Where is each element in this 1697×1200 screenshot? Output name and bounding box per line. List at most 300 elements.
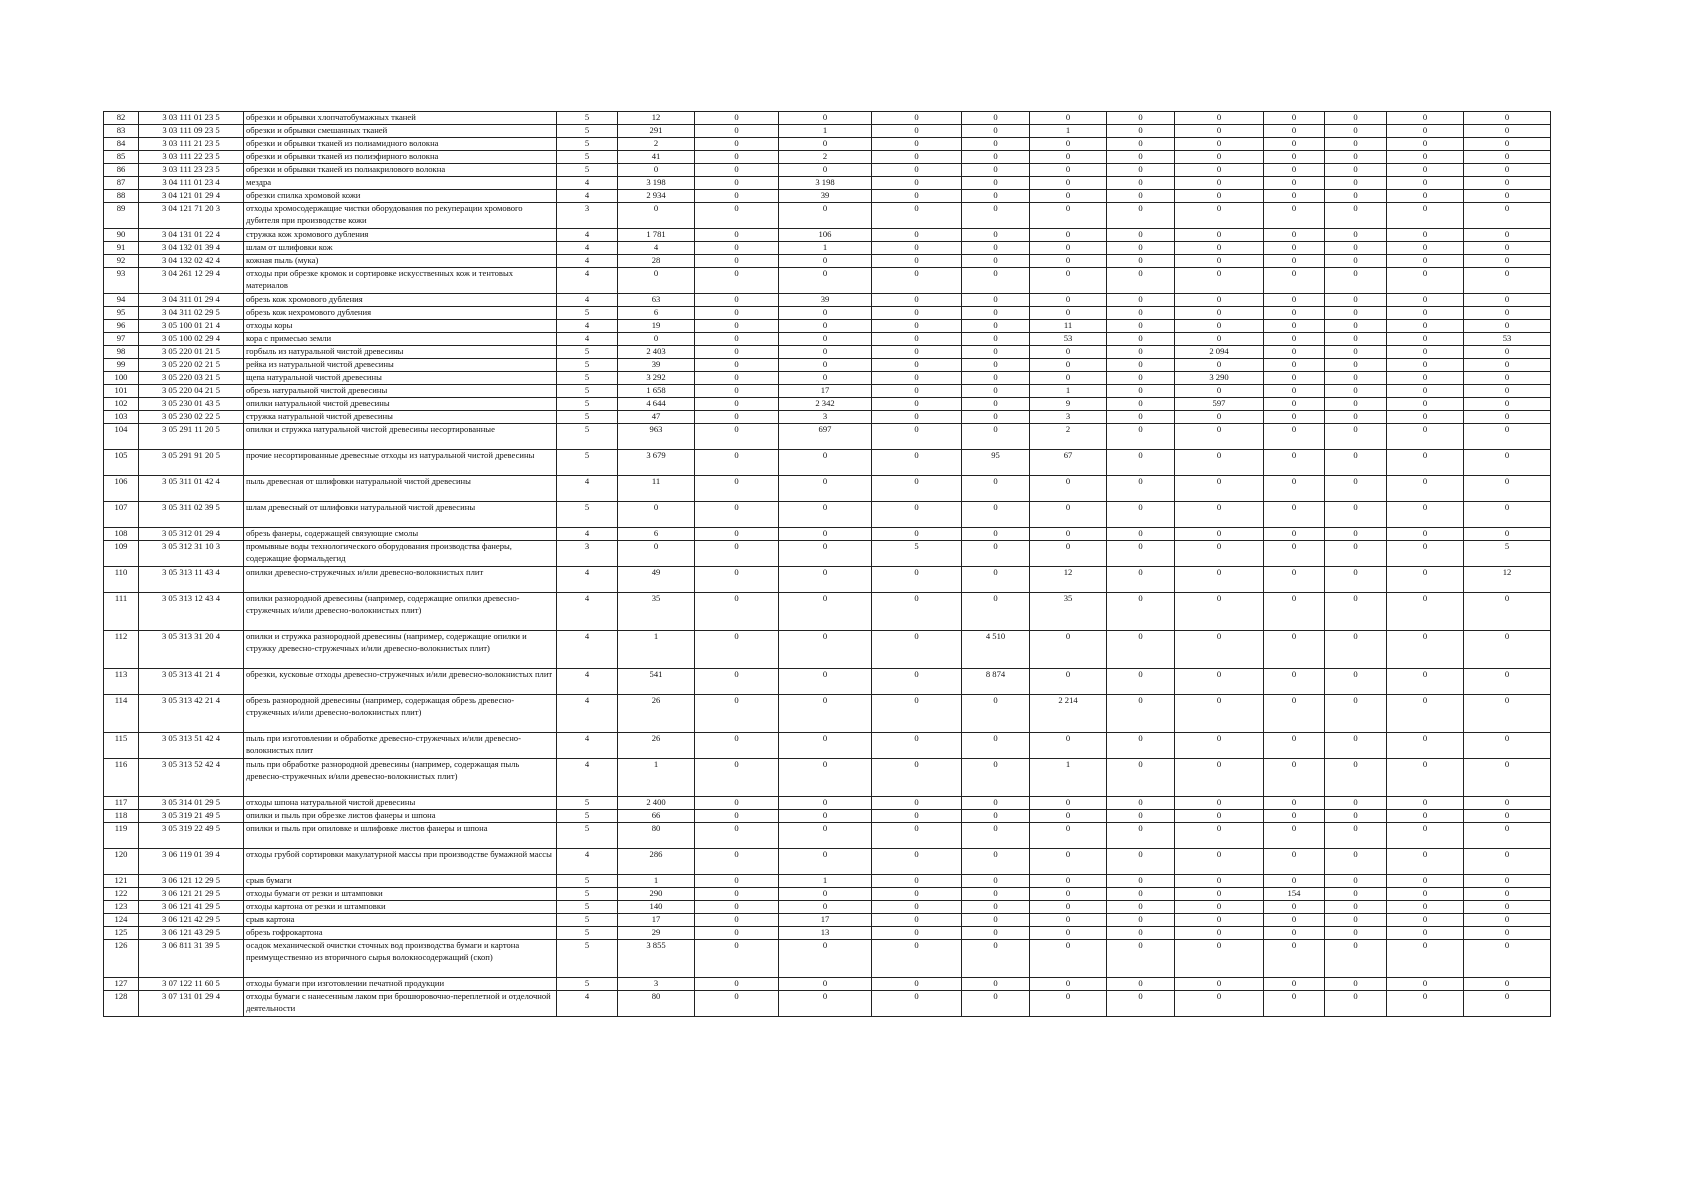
value-cell: 0	[1107, 424, 1175, 450]
waste-name-cell: опилки разнородной древесины (например, содержащие опилки древесно-стружечных и/или древесно-волокнистых плит)	[244, 593, 557, 631]
value-cell: 0	[962, 476, 1030, 502]
value-cell: 0	[1175, 359, 1264, 372]
value-cell: 0	[695, 631, 779, 669]
value-cell: 0	[618, 203, 695, 229]
value-cell: 5	[872, 541, 962, 567]
value-cell: 0	[872, 759, 962, 797]
table-row	[104, 333, 1551, 346]
value-cell: 0	[1107, 631, 1175, 669]
value-cell: 0	[1464, 190, 1551, 203]
value-cell: 0	[1464, 125, 1551, 138]
value-cell: 0	[1264, 203, 1325, 229]
value-cell: 0	[779, 268, 872, 294]
value-cell: 0	[962, 541, 1030, 567]
value-cell: 0	[1464, 424, 1551, 450]
value-cell: 0	[1464, 476, 1551, 502]
value-cell: 1 781	[618, 229, 695, 242]
value-cell: 4	[557, 733, 618, 759]
value-cell: 0	[872, 307, 962, 320]
table-row	[104, 398, 1551, 411]
value-cell: 0	[1030, 875, 1107, 888]
value-cell: 0	[872, 502, 962, 528]
waste-name-cell: обрезь натуральной чистой древесины	[244, 385, 557, 398]
table-row	[104, 151, 1551, 164]
waste-name-cell: обрезь разнородной древесины (например, содержащая обрезь древесно-стружечных и/или древесно-волокнистых плит)	[244, 695, 557, 733]
value-cell: 0	[962, 978, 1030, 991]
value-cell: 0	[1464, 669, 1551, 695]
value-cell: 0	[872, 424, 962, 450]
row-number-cell: 102	[104, 398, 139, 411]
row-number-cell: 89	[104, 203, 139, 229]
value-cell: 17	[618, 914, 695, 927]
row-number-cell: 123	[104, 901, 139, 914]
value-cell: 0	[1325, 695, 1387, 733]
waste-code-cell: 3 06 811 31 39 5	[139, 940, 244, 978]
value-cell: 0	[1387, 190, 1464, 203]
value-cell: 0	[1107, 411, 1175, 424]
value-cell: 0	[779, 888, 872, 901]
row-number-cell: 114	[104, 695, 139, 733]
value-cell: 0	[962, 797, 1030, 810]
value-cell: 0	[872, 203, 962, 229]
waste-code-cell: 3 07 131 01 29 4	[139, 991, 244, 1017]
value-cell: 0	[872, 797, 962, 810]
value-cell: 290	[618, 888, 695, 901]
value-cell: 0	[1325, 810, 1387, 823]
value-cell: 0	[695, 229, 779, 242]
row-number-cell: 109	[104, 541, 139, 567]
value-cell: 0	[1175, 190, 1264, 203]
value-cell: 1 658	[618, 385, 695, 398]
value-cell: 0	[962, 333, 1030, 346]
value-cell: 17	[779, 914, 872, 927]
value-cell: 3 292	[618, 372, 695, 385]
value-cell: 0	[1387, 733, 1464, 759]
waste-name-cell: стружка натуральной чистой древесины	[244, 411, 557, 424]
waste-name-cell: обрезь фанеры, содержащей связующие смолы	[244, 528, 557, 541]
value-cell: 0	[1107, 229, 1175, 242]
row-number-cell: 124	[104, 914, 139, 927]
waste-name-cell: отходы картона от резки и штамповки	[244, 901, 557, 914]
value-cell: 0	[1464, 528, 1551, 541]
value-cell: 0	[779, 164, 872, 177]
value-cell: 0	[695, 151, 779, 164]
waste-table	[103, 111, 1551, 1017]
waste-code-cell: 3 06 119 01 39 4	[139, 849, 244, 875]
table-row	[104, 927, 1551, 940]
value-cell: 0	[872, 940, 962, 978]
value-cell: 0	[1107, 307, 1175, 320]
value-cell: 67	[1030, 450, 1107, 476]
value-cell: 0	[1325, 268, 1387, 294]
value-cell: 0	[1030, 849, 1107, 875]
waste-name-cell: обрезки спилка хромовой кожи	[244, 190, 557, 203]
row-number-cell: 117	[104, 797, 139, 810]
value-cell: 0	[1175, 255, 1264, 268]
value-cell: 0	[1107, 823, 1175, 849]
value-cell: 0	[1264, 125, 1325, 138]
table-row	[104, 733, 1551, 759]
waste-name-cell: промывные воды технологического оборудования производства фанеры, содержащие формальдегид	[244, 541, 557, 567]
value-cell: 0	[695, 372, 779, 385]
waste-code-cell: 3 03 111 22 23 5	[139, 151, 244, 164]
value-cell: 0	[1464, 450, 1551, 476]
waste-code-cell: 3 04 132 02 42 4	[139, 255, 244, 268]
value-cell: 0	[1325, 242, 1387, 255]
value-cell: 4	[557, 849, 618, 875]
value-cell: 0	[1387, 177, 1464, 190]
value-cell: 5	[557, 901, 618, 914]
value-cell: 0	[1107, 190, 1175, 203]
value-cell: 0	[1387, 255, 1464, 268]
value-cell: 0	[1107, 593, 1175, 631]
value-cell: 0	[1325, 138, 1387, 151]
value-cell: 0	[1030, 164, 1107, 177]
table-row	[104, 242, 1551, 255]
value-cell: 0	[1464, 398, 1551, 411]
value-cell: 0	[1387, 810, 1464, 823]
value-cell: 0	[1464, 203, 1551, 229]
value-cell: 0	[1175, 151, 1264, 164]
waste-name-cell: опилки и пыль при обрезке листов фанеры и шпона	[244, 810, 557, 823]
value-cell: 26	[618, 733, 695, 759]
table-row	[104, 502, 1551, 528]
value-cell: 0	[1264, 190, 1325, 203]
value-cell: 0	[962, 593, 1030, 631]
value-cell: 5	[557, 810, 618, 823]
value-cell: 0	[1325, 567, 1387, 593]
value-cell: 0	[1030, 255, 1107, 268]
value-cell: 0	[962, 888, 1030, 901]
table-row	[104, 411, 1551, 424]
value-cell: 0	[1175, 229, 1264, 242]
value-cell: 35	[618, 593, 695, 631]
value-cell: 0	[1175, 502, 1264, 528]
value-cell: 4	[557, 333, 618, 346]
row-number-cell: 96	[104, 320, 139, 333]
value-cell: 0	[1325, 888, 1387, 901]
value-cell: 0	[1325, 927, 1387, 940]
value-cell: 0	[695, 759, 779, 797]
value-cell: 0	[1387, 385, 1464, 398]
value-cell: 11	[1030, 320, 1107, 333]
value-cell: 0	[1325, 875, 1387, 888]
value-cell: 0	[779, 631, 872, 669]
value-cell: 0	[1107, 359, 1175, 372]
value-cell: 0	[1387, 112, 1464, 125]
value-cell: 0	[1264, 901, 1325, 914]
value-cell: 3	[557, 203, 618, 229]
value-cell: 19	[618, 320, 695, 333]
value-cell: 0	[695, 476, 779, 502]
value-cell: 0	[1030, 359, 1107, 372]
table-row	[104, 203, 1551, 229]
value-cell: 0	[779, 138, 872, 151]
value-cell: 0	[695, 320, 779, 333]
value-cell: 0	[1464, 255, 1551, 268]
value-cell: 4	[557, 255, 618, 268]
value-cell: 0	[618, 502, 695, 528]
value-cell: 0	[1464, 978, 1551, 991]
waste-name-cell: обрезь кож хромового дубления	[244, 294, 557, 307]
waste-name-cell: опилки и пыль при опиловке и шлифовке листов фанеры и шпона	[244, 823, 557, 849]
value-cell: 0	[1264, 502, 1325, 528]
waste-code-cell: 3 07 122 11 60 5	[139, 978, 244, 991]
value-cell: 0	[1030, 294, 1107, 307]
value-cell: 5	[557, 359, 618, 372]
value-cell: 0	[695, 528, 779, 541]
value-cell: 0	[695, 424, 779, 450]
value-cell: 0	[872, 669, 962, 695]
waste-name-cell: отходы грубой сортировки макулатурной массы при производстве бумажной массы	[244, 849, 557, 875]
value-cell: 0	[962, 112, 1030, 125]
value-cell: 0	[1107, 901, 1175, 914]
waste-name-cell: кора с примесью земли	[244, 333, 557, 346]
value-cell: 0	[695, 125, 779, 138]
value-cell: 0	[962, 346, 1030, 359]
value-cell: 0	[1387, 823, 1464, 849]
value-cell: 0	[1264, 177, 1325, 190]
value-cell: 2 934	[618, 190, 695, 203]
value-cell: 0	[872, 593, 962, 631]
value-cell: 0	[1464, 733, 1551, 759]
value-cell: 0	[1030, 927, 1107, 940]
table-row	[104, 823, 1551, 849]
row-number-cell: 85	[104, 151, 139, 164]
value-cell: 0	[1107, 759, 1175, 797]
value-cell: 0	[1325, 476, 1387, 502]
value-cell: 2	[618, 138, 695, 151]
value-cell: 0	[779, 528, 872, 541]
value-cell: 0	[1264, 255, 1325, 268]
table-row	[104, 669, 1551, 695]
value-cell: 0	[1464, 372, 1551, 385]
value-cell: 0	[1325, 502, 1387, 528]
value-cell: 0	[1107, 695, 1175, 733]
value-cell: 0	[1030, 151, 1107, 164]
value-cell: 4	[557, 268, 618, 294]
value-cell: 0	[1175, 294, 1264, 307]
value-cell: 0	[1464, 927, 1551, 940]
value-cell: 0	[779, 940, 872, 978]
value-cell: 0	[695, 333, 779, 346]
value-cell: 0	[1030, 528, 1107, 541]
value-cell: 0	[695, 797, 779, 810]
value-cell: 0	[1264, 875, 1325, 888]
waste-name-cell: опилки древесно-стружечных и/или древесно-волокнистых плит	[244, 567, 557, 593]
value-cell: 4	[618, 242, 695, 255]
value-cell: 1	[1030, 385, 1107, 398]
waste-code-cell: 3 03 111 23 23 5	[139, 164, 244, 177]
value-cell: 4	[557, 695, 618, 733]
value-cell: 4	[557, 229, 618, 242]
value-cell: 0	[1325, 398, 1387, 411]
value-cell: 0	[1107, 810, 1175, 823]
row-number-cell: 100	[104, 372, 139, 385]
waste-name-cell: шлам древесный от шлифовки натуральной чистой древесины	[244, 502, 557, 528]
value-cell: 0	[1107, 888, 1175, 901]
value-cell: 0	[1387, 991, 1464, 1017]
value-cell: 0	[1325, 333, 1387, 346]
value-cell: 0	[695, 450, 779, 476]
value-cell: 0	[1107, 978, 1175, 991]
value-cell: 26	[618, 695, 695, 733]
value-cell: 0	[1264, 528, 1325, 541]
value-cell: 2 342	[779, 398, 872, 411]
value-cell: 0	[962, 810, 1030, 823]
waste-name-cell: кожная пыль (мука)	[244, 255, 557, 268]
value-cell: 0	[1387, 450, 1464, 476]
waste-code-cell: 3 05 319 21 49 5	[139, 810, 244, 823]
value-cell: 0	[1387, 242, 1464, 255]
value-cell: 5	[557, 307, 618, 320]
row-number-cell: 126	[104, 940, 139, 978]
value-cell: 0	[1030, 914, 1107, 927]
value-cell: 4	[557, 177, 618, 190]
value-cell: 0	[779, 359, 872, 372]
value-cell: 0	[1175, 411, 1264, 424]
value-cell: 2	[1030, 424, 1107, 450]
value-cell: 0	[1030, 138, 1107, 151]
value-cell: 0	[779, 901, 872, 914]
waste-code-cell: 3 06 121 43 29 5	[139, 927, 244, 940]
value-cell: 0	[1264, 810, 1325, 823]
value-cell: 0	[1325, 151, 1387, 164]
waste-code-cell: 3 05 220 04 21 5	[139, 385, 244, 398]
value-cell: 0	[962, 759, 1030, 797]
row-number-cell: 111	[104, 593, 139, 631]
waste-name-cell: отходы бумаги с нанесенным лаком при брошюровочно-переплетной и отделочной деятельности	[244, 991, 557, 1017]
row-number-cell: 93	[104, 268, 139, 294]
waste-name-cell: осадок механической очистки сточных вод производства бумаги и картона преимущественно из вторичного сырья волокносодержащий (скоп)	[244, 940, 557, 978]
waste-code-cell: 3 04 311 01 29 4	[139, 294, 244, 307]
value-cell: 0	[1264, 940, 1325, 978]
value-cell: 0	[1325, 112, 1387, 125]
value-cell: 0	[1464, 759, 1551, 797]
waste-code-cell: 3 06 121 12 29 5	[139, 875, 244, 888]
value-cell: 0	[872, 320, 962, 333]
value-cell: 0	[1030, 476, 1107, 502]
value-cell: 5	[557, 411, 618, 424]
value-cell: 0	[779, 669, 872, 695]
value-cell: 0	[695, 567, 779, 593]
value-cell: 0	[1325, 631, 1387, 669]
table-body	[104, 112, 1551, 1017]
waste-name-cell: пыль при изготовлении и обработке древесно-стружечных и/или древесно-волокнистых плит	[244, 733, 557, 759]
value-cell: 12	[1030, 567, 1107, 593]
row-number-cell: 113	[104, 669, 139, 695]
value-cell: 80	[618, 991, 695, 1017]
waste-code-cell: 3 05 220 03 21 5	[139, 372, 244, 385]
value-cell: 0	[1175, 203, 1264, 229]
value-cell: 0	[1464, 307, 1551, 320]
value-cell: 0	[1464, 359, 1551, 372]
table-row	[104, 190, 1551, 203]
value-cell: 0	[1107, 125, 1175, 138]
waste-code-cell: 3 05 100 02 29 4	[139, 333, 244, 346]
waste-name-cell: обрезки и обрывки хлопчатобумажных тканей	[244, 112, 557, 125]
value-cell: 63	[618, 294, 695, 307]
value-cell: 0	[1030, 502, 1107, 528]
waste-code-cell: 3 03 111 01 23 5	[139, 112, 244, 125]
waste-code-cell: 3 04 121 71 20 3	[139, 203, 244, 229]
waste-name-cell: обрезь кож нехромового дубления	[244, 307, 557, 320]
value-cell: 0	[962, 242, 1030, 255]
value-cell: 0	[872, 849, 962, 875]
waste-code-cell: 3 05 100 01 21 4	[139, 320, 244, 333]
value-cell: 3 198	[618, 177, 695, 190]
value-cell: 39	[779, 294, 872, 307]
value-cell: 0	[695, 346, 779, 359]
value-cell: 0	[1107, 669, 1175, 695]
value-cell: 0	[1464, 695, 1551, 733]
value-cell: 963	[618, 424, 695, 450]
value-cell: 597	[1175, 398, 1264, 411]
value-cell: 0	[1325, 385, 1387, 398]
waste-name-cell: горбыль из натуральной чистой древесины	[244, 346, 557, 359]
value-cell: 154	[1264, 888, 1325, 901]
value-cell: 0	[1387, 528, 1464, 541]
value-cell: 0	[1175, 888, 1264, 901]
waste-code-cell: 3 03 111 21 23 5	[139, 138, 244, 151]
waste-name-cell: отходы бумаги от резки и штамповки	[244, 888, 557, 901]
value-cell: 0	[695, 593, 779, 631]
value-cell: 6	[618, 307, 695, 320]
table-row	[104, 914, 1551, 927]
waste-code-cell: 3 05 311 01 42 4	[139, 476, 244, 502]
value-cell: 0	[872, 229, 962, 242]
value-cell: 0	[1325, 411, 1387, 424]
value-cell: 0	[962, 307, 1030, 320]
row-number-cell: 107	[104, 502, 139, 528]
value-cell: 0	[695, 177, 779, 190]
value-cell: 0	[872, 411, 962, 424]
row-number-cell: 105	[104, 450, 139, 476]
value-cell: 0	[1175, 567, 1264, 593]
value-cell: 0	[1325, 914, 1387, 927]
value-cell: 0	[1325, 940, 1387, 978]
value-cell: 0	[779, 759, 872, 797]
value-cell: 0	[779, 849, 872, 875]
value-cell: 0	[695, 164, 779, 177]
value-cell: 0	[1107, 138, 1175, 151]
table-row	[104, 940, 1551, 978]
value-cell: 39	[779, 190, 872, 203]
row-number-cell: 88	[104, 190, 139, 203]
value-cell: 0	[1107, 242, 1175, 255]
row-number-cell: 101	[104, 385, 139, 398]
table-row	[104, 631, 1551, 669]
value-cell: 0	[1387, 307, 1464, 320]
value-cell: 0	[1175, 242, 1264, 255]
waste-code-cell: 3 05 313 11 43 4	[139, 567, 244, 593]
value-cell: 0	[1387, 476, 1464, 502]
value-cell: 0	[1264, 695, 1325, 733]
value-cell: 0	[872, 914, 962, 927]
value-cell: 0	[872, 927, 962, 940]
value-cell: 0	[1387, 268, 1464, 294]
value-cell: 5	[557, 151, 618, 164]
value-cell: 0	[1175, 424, 1264, 450]
value-cell: 0	[1030, 307, 1107, 320]
value-cell: 0	[1387, 593, 1464, 631]
value-cell: 5	[557, 424, 618, 450]
value-cell: 0	[872, 978, 962, 991]
value-cell: 0	[1387, 849, 1464, 875]
value-cell: 541	[618, 669, 695, 695]
value-cell: 0	[1264, 541, 1325, 567]
value-cell: 0	[1325, 125, 1387, 138]
